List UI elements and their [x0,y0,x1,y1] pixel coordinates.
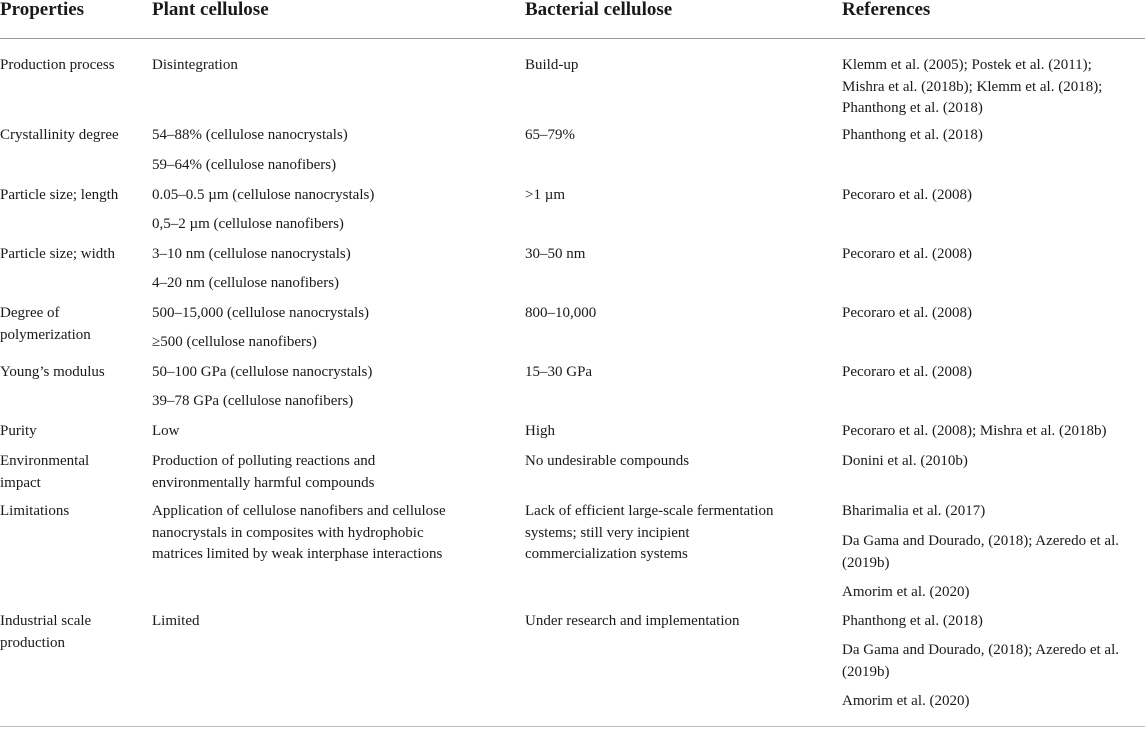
table-bottom-rule [0,726,1145,727]
property-cell: Industrial scale [0,613,92,629]
bacterial-cellulose-cell: No undesirable compounds [525,453,690,469]
property-cell: Particle size; width [0,246,115,262]
reference-cell: (2019b) [842,554,890,571]
header-bacterial-cellulose: Bacterial cellulose [525,0,673,20]
reference-cell: Bharimalia et al. (2017) [842,503,986,519]
reference-cell: Pecoraro et al. (2008) [842,246,972,262]
header-plant-cellulose: Plant cellulose [152,0,269,20]
reference-cell: (2019b) [842,663,890,680]
bacterial-cellulose-cell: High [525,423,555,439]
reference-cell: Pecoraro et al. (2008) [842,305,972,321]
property-cell: polymerization [0,326,91,343]
property-cell: Crystallinity degree [0,127,119,143]
plant-cellulose-cell: environmentally harmful compounds [152,474,375,491]
property-cell: impact [0,474,41,491]
plant-cellulose-cell: matrices limited by weak interphase interactions [152,546,443,562]
reference-cell: Pecoraro et al. (2008); Mishra et al. (2018b) [842,423,1107,439]
plant-cellulose-cell: 0.05–0.5 µm (cellulose nanocrystals) [152,187,375,203]
bacterial-cellulose-cell: 65–79% [525,127,575,143]
header-properties: Properties [0,0,85,20]
plant-cellulose-cell: 0,5–2 µm (cellulose nanofibers) [152,216,344,232]
reference-cell: Phanthong et al. (2018) [842,613,983,629]
plant-cellulose-cell: 3–10 nm (cellulose nanocrystals) [152,246,351,262]
reference-cell: Amorim et al. (2020) [842,584,970,600]
property-cell: Limitations [0,503,70,519]
plant-cellulose-cell: Disintegration [152,57,238,73]
property-cell: Production process [0,57,115,73]
table-header-row [0,0,1145,39]
reference-cell: Donini et al. (2010b) [842,453,968,469]
plant-cellulose-cell: Production of polluting reactions and [152,453,376,469]
plant-cellulose-cell: 39–78 GPa (cellulose nanofibers) [152,393,354,409]
property-cell: Particle size; length [0,187,119,203]
property-cell: Young’s modulus [0,364,105,380]
plant-cellulose-cell: nanocrystals in composites with hydrophobic [152,524,424,541]
reference-cell: Da Gama and Dourado, (2018); Azeredo et al. [842,642,1119,658]
property-cell: Degree of [0,305,60,321]
plant-cellulose-cell: Low [152,423,180,439]
bacterial-cellulose-cell: commercialization systems [525,546,688,562]
header-references: References [842,0,931,20]
plant-cellulose-cell: ≥500 (cellulose nanofibers) [152,334,317,350]
bacterial-cellulose-cell: Under research and implementation [525,613,740,629]
plant-cellulose-cell: 59–64% (cellulose nanofibers) [152,157,337,173]
reference-cell: Pecoraro et al. (2008) [842,364,972,380]
property-cell: Purity [0,423,37,439]
reference-cell: Mishra et al. (2018b); Klemm et al. (2018); [842,78,1103,95]
bacterial-cellulose-cell: 15–30 GPa [525,364,593,380]
reference-cell: Klemm et al. (2005); Postek et al. (2011); [842,57,1092,73]
reference-cell: Da Gama and Dourado, (2018); Azeredo et al. [842,533,1119,549]
bacterial-cellulose-cell: systems; still very incipient [525,524,690,541]
plant-cellulose-cell: 4–20 nm (cellulose nanofibers) [152,275,340,291]
bacterial-cellulose-cell: 30–50 nm [525,246,586,262]
reference-cell: Pecoraro et al. (2008) [842,187,972,203]
bacterial-cellulose-cell: Lack of efficient large-scale fermentation [525,503,774,519]
plant-cellulose-cell: 50–100 GPa (cellulose nanocrystals) [152,364,373,380]
reference-cell: Amorim et al. (2020) [842,693,970,709]
bacterial-cellulose-cell: 800–10,000 [525,305,597,321]
plant-cellulose-cell: Limited [152,613,200,629]
plant-cellulose-cell: 500–15,000 (cellulose nanocrystals) [152,305,370,321]
bacterial-cellulose-cell: Build-up [525,57,579,73]
bacterial-cellulose-cell: >1 µm [525,187,566,203]
reference-cell: Phanthong et al. (2018) [842,127,983,143]
property-cell: production [0,634,65,651]
plant-cellulose-cell: Application of cellulose nanofibers and cellulose [152,503,446,519]
reference-cell: Phanthong et al. (2018) [842,100,983,116]
plant-cellulose-cell: 54–88% (cellulose nanocrystals) [152,127,348,143]
property-cell: Environmental [0,453,90,469]
